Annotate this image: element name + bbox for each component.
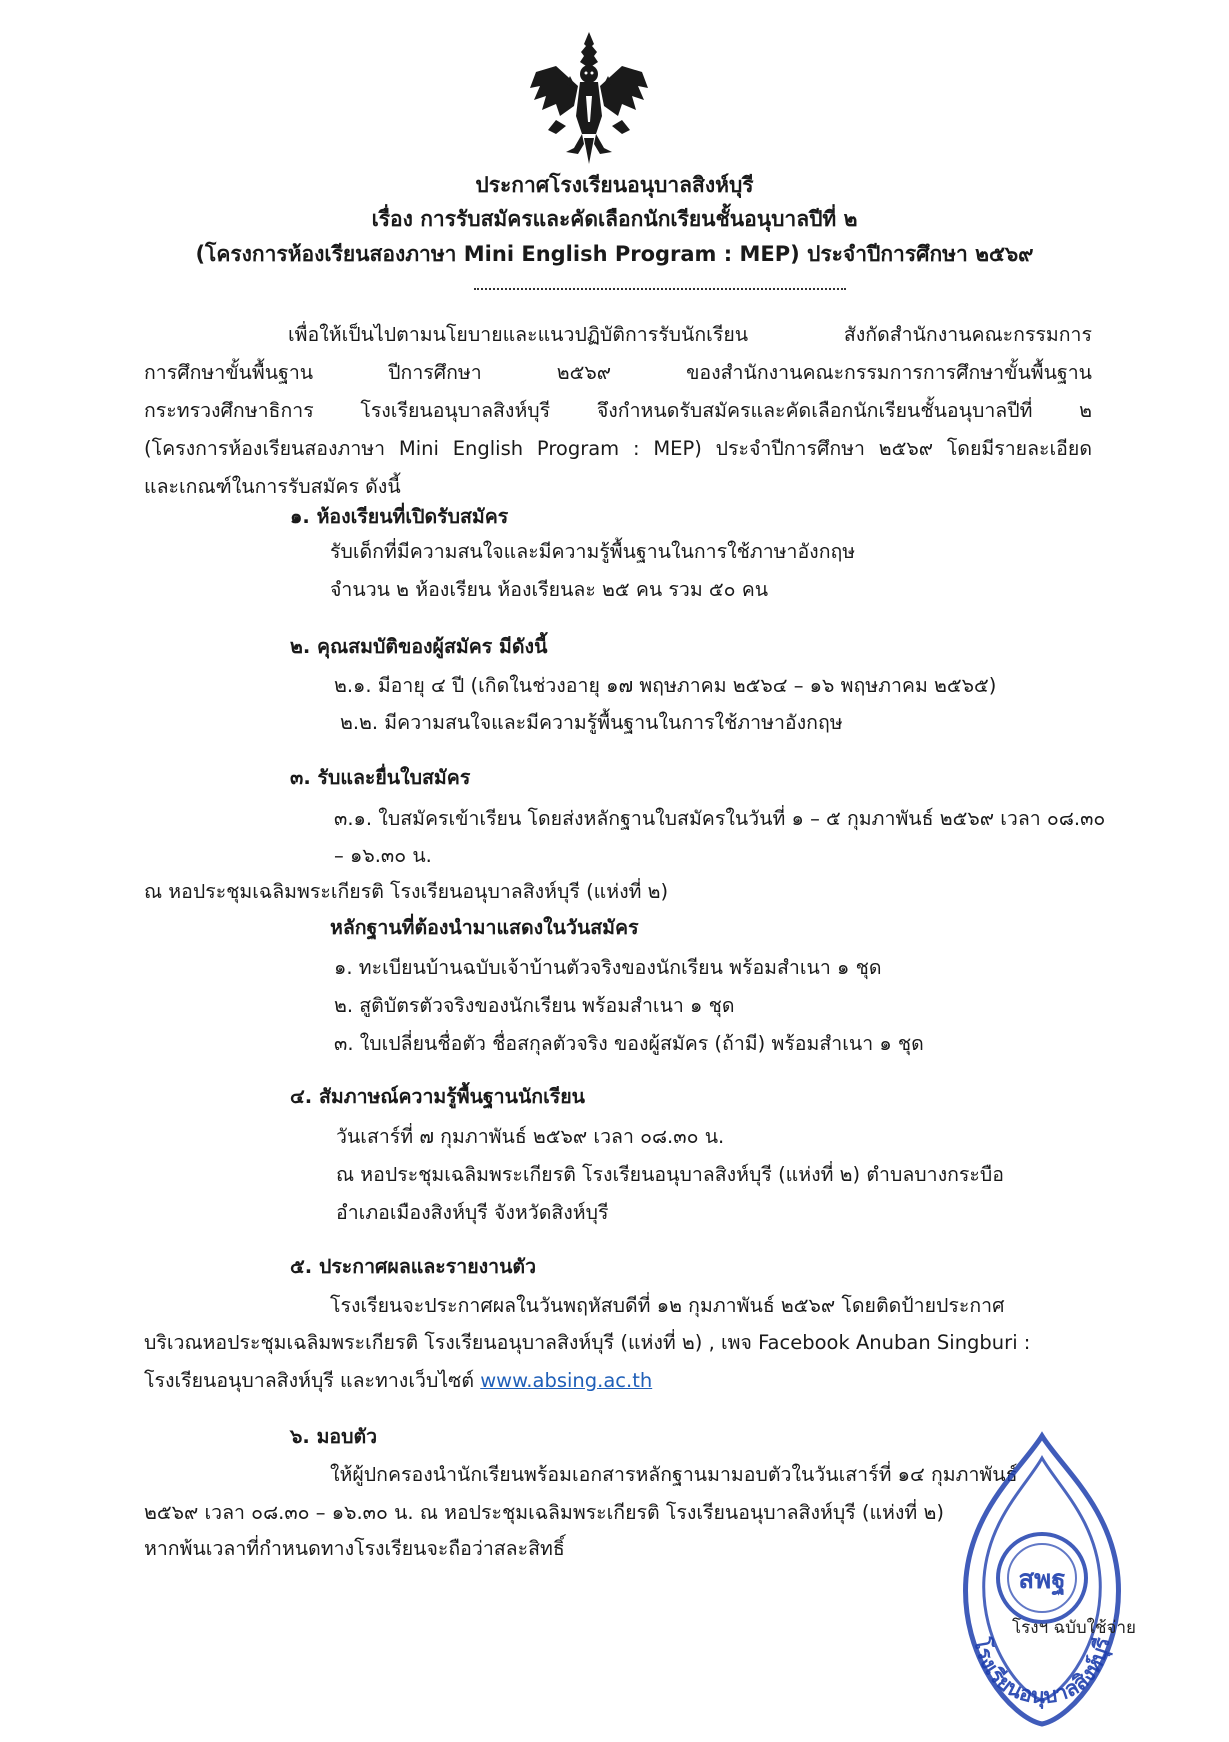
dotted-divider: [474, 288, 846, 290]
section-2-line: ๒.๒. มีความสนใจและมีความรู้พื้นฐานในการใช้ภาษาอังกฤษ: [340, 711, 843, 734]
section-2-title: ๒. คุณสมบัติของผู้สมัคร มีดังนี้: [290, 635, 548, 658]
section-4-title: ๔. สัมภาษณ์ความรู้พื้นฐานนักเรียน: [290, 1085, 585, 1108]
section-3-title: ๓. รับและยื่นใบสมัคร: [290, 766, 471, 789]
section-5-line-prefix: โรงเรียนอนุบาลสิงห์บุรี และทางเว็บไซต์: [144, 1369, 481, 1392]
document-item: ๑. ทะเบียนบ้านฉบับเจ้าบ้านตัวจริงของนักเรียน พร้อมสำเนา ๑ ชุด: [334, 956, 882, 979]
document-item: ๓. ใบเปลี่ยนชื่อตัว ชื่อสกุลตัวจริง ของผู้สมัคร (ถ้ามี) พร้อมสำเนา ๑ ชุด: [334, 1032, 924, 1055]
stamp-seal-text: สพฐ: [1018, 1565, 1066, 1595]
section-6-line: ๒๕๖๙ เวลา ๐๘.๓๐ – ๑๖.๓๐ น. ณ หอประชุมเฉลิมพระเกียรติ โรงเรียนอนุบาลสิงห์บุรี (แห่งที่ ๒): [144, 1501, 944, 1524]
intro-paragraph: [144, 316, 1092, 506]
document-item: ๒. สูติบัตรตัวจริงของนักเรียน พร้อมสำเนา ๑ ชุด: [334, 994, 735, 1017]
section-3-venue: ณ หอประชุมเฉลิมพระเกียรติ โรงเรียนอนุบาลสิงห์บุรี (แห่งที่ ๒): [144, 880, 669, 903]
section-1-title: ๑. ห้องเรียนที่เปิดรับสมัคร: [290, 505, 509, 528]
stamp-handwriting: โรงฯ ฉบับใช้จ่าย: [1012, 1618, 1136, 1638]
section-2-line: ๒.๑. มีอายุ ๔ ปี (เกิดในช่วงอายุ ๑๗ พฤษภาคม ๒๕๖๔ – ๑๖ พฤษภาคม ๒๕๖๕): [334, 674, 997, 697]
section-6-title: ๖. มอบตัว: [290, 1425, 378, 1448]
documents-title: หลักฐานที่ต้องนำมาแสดงในวันสมัคร: [330, 916, 639, 939]
section-3-line: ๓.๑. ใบสมัครเข้าเรียน โดยส่งหลักฐานใบสมัครในวันที่ ๑ – ๕ กุมภาพันธ์ ๒๕๖๙ เวลา ๐๘.๓๐: [334, 807, 1106, 830]
stamp-text: โรงเรียนอนุบาลสิงห์บุรี: [969, 1635, 1115, 1709]
website-link[interactable]: www.absing.ac.th: [480, 1369, 653, 1392]
section-6-line: หากพ้นเวลาที่กำหนดทางโรงเรียนจะถือว่าสละสิทธิ์: [144, 1537, 565, 1560]
section-4-line: อำเภอเมืองสิงห์บุรี จังหวัดสิงห์บุรี: [336, 1201, 609, 1224]
section-4-line: ณ หอประชุมเฉลิมพระเกียรติ โรงเรียนอนุบาลสิงห์บุรี (แห่งที่ ๒) ตำบลบางกระบือ: [336, 1163, 1004, 1186]
intro-line: (โครงการห้องเรียนสองภาษา Mini English Program : MEP) ประจำปีการศึกษา ๒๕๖๙ โดยมีรายละเอียด: [144, 437, 1092, 460]
section-3-line: – ๑๖.๓๐ น.: [334, 844, 432, 867]
intro-line: กระทรวงศึกษาธิการ โรงเรียนอนุบาลสิงห์บุรี จึงกำหนดรับสมัครและคัดเลือกนักเรียนชั้นอนุบาลปีที่ ๒: [144, 399, 1092, 422]
intro-line: การศึกษาขั้นพื้นฐาน ปีการศึกษา ๒๕๖๙ ของสำนักงานคณะกรรมการการศึกษาขั้นพื้นฐาน: [144, 361, 1092, 384]
section-1-line: จำนวน ๒ ห้องเรียน ห้องเรียนละ ๒๕ คน รวม ๕๐ คน: [330, 578, 769, 601]
section-4-line: วันเสาร์ที่ ๗ กุมภาพันธ์ ๒๕๖๙ เวลา ๐๘.๓๐ น.: [336, 1125, 725, 1148]
section-5-line: โรงเรียนจะประกาศผลในวันพฤหัสบดีที่ ๑๒ กุมภาพันธ์ ๒๕๖๙ โดยติดป้ายประกาศ: [330, 1294, 1005, 1317]
intro-line: เพื่อให้เป็นไปตามนโยบายและแนวปฏิบัติการรับนักเรียน สังกัดสำนักงานคณะกรรมการ: [288, 323, 1092, 346]
intro-line: และเกณฑ์ในการรับสมัคร ดังนี้: [144, 475, 401, 498]
announcement-title: ประกาศโรงเรียนอนุบาลสิงห์บุรี: [475, 173, 754, 197]
garuda-emblem-icon: [526, 26, 652, 166]
school-stamp-icon: [952, 1428, 1132, 1738]
section-1-line: รับเด็กที่มีความสนใจและมีความรู้พื้นฐานในการใช้ภาษาอังกฤษ: [330, 540, 856, 563]
section-5-title: ๕. ประกาศผลและรายงานตัว: [290, 1255, 537, 1278]
announcement-subject: เรื่อง การรับสมัครและคัดเลือกนักเรียนชั้นอนุบาลปีที่ ๒: [371, 207, 858, 231]
section-5-line: [144, 1364, 652, 1398]
announcement-program: (โครงการห้องเรียนสองภาษา Mini English Program : MEP) ประจำปีการศึกษา ๒๕๖๙: [195, 242, 1034, 266]
section-6-line: ให้ผู้ปกครองนำนักเรียนพร้อมเอกสารหลักฐานมามอบตัวในวันเสาร์ที่ ๑๔ กุมภาพันธ์: [330, 1463, 1018, 1486]
section-5-line: บริเวณหอประชุมเฉลิมพระเกียรติ โรงเรียนอนุบาลสิงห์บุรี (แห่งที่ ๒) , เพจ Facebook Anuban Singburi :: [144, 1331, 1031, 1354]
stamp-arc-text: [969, 1635, 1114, 1711]
